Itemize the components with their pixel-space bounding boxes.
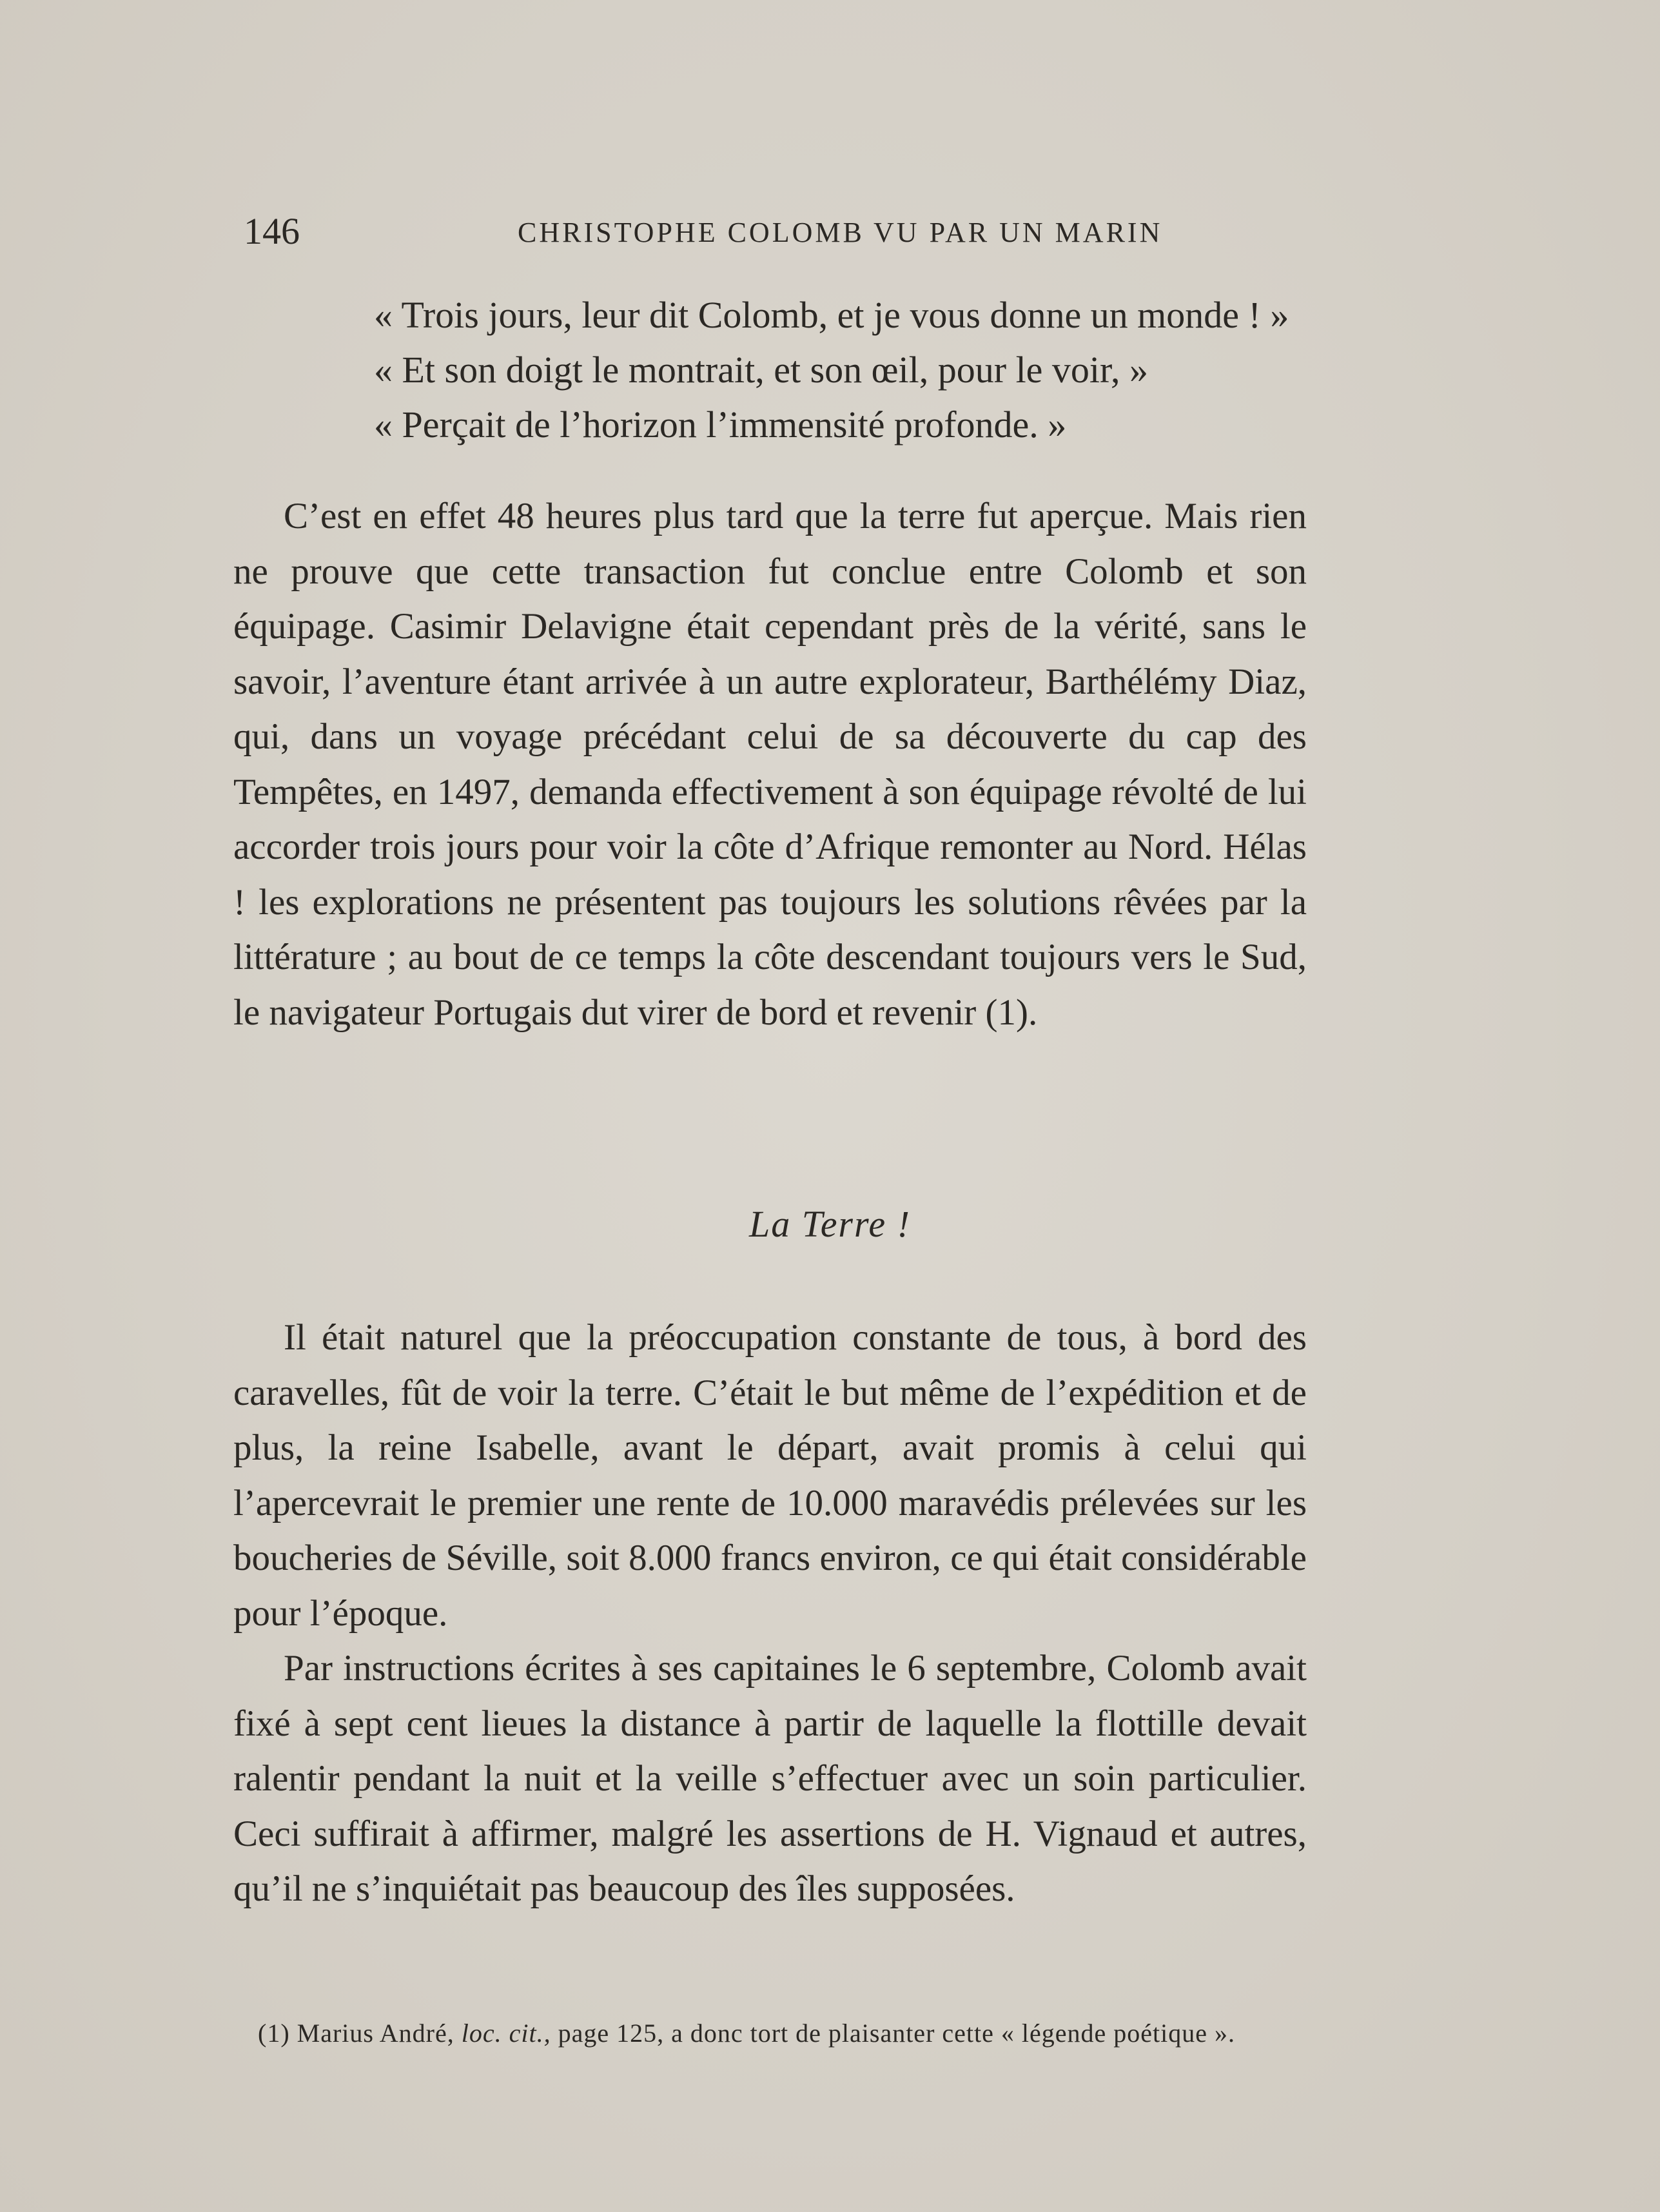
- page-number: 146: [244, 210, 300, 252]
- paragraph: Par instructions écrites à ses capitaines le 6 septembre, Colomb avait fixé à sept cent lieues la distance à partir de laquelle la flottille devait ralentir pendant la nuit et la veille s’effectuer avec un soin particulier. Ceci suffirait à affirmer, malgré les assertions de H. Vignaud et autres, qu’il ne s’inquiétait pas beaucoup des îles supposées.: [233, 1648, 1307, 1909]
- paragraph: C’est en effet 48 heures plus tard que la terre fut aperçue. Mais rien ne prouve que cette transaction fut conclue entre Colomb et son équipage. Casimir Delavigne était cependant près de la vérité, sans le savoir, l’aventure étant arrivée à un autre explorateur, Barthélémy Diaz, qui, dans un voyage précédant celui de sa découverte du cap des Tempêtes, en 1497, demanda effectivement à son équipage révolté de lui accorder trois jours pour voir la côte d’Afrique remonter au Nord. Hélas ! les explorations ne présentent pas toujours les solutions rêvées par la littérature ; au bout de ce temps la côte descendant toujours vers le Sud, le navigateur Portugais dut virer de bord et revenir (1).: [233, 496, 1307, 1033]
- footnote-text: page 125, a donc tort de plaisanter cette « légende poétique ».: [558, 2019, 1235, 2048]
- body-text-after: [233, 1310, 1307, 1917]
- footnote-author: Marius André,: [297, 2019, 454, 2048]
- verse-line: « Trois jours, leur dit Colomb, et je vous donne un monde ! »: [374, 294, 1289, 336]
- footnote: [258, 2018, 1309, 2048]
- body-text-before: [233, 489, 1307, 1040]
- verse-line: « Et son doigt le montrait, et son œil, pour le voir, »: [374, 349, 1149, 391]
- footnote-marker: (1): [258, 2019, 290, 2048]
- running-title: CHRISTOPHE COLOMB VU PAR UN MARIN: [518, 217, 1163, 248]
- section-title: La Terre !: [749, 1203, 911, 1245]
- paragraph: Il était naturel que la préoccupation constante de tous, à bord des caravelles, fût de voir la terre. C’était le but même de l’expédition et de plus, la reine Isabelle, avant le départ, avait promis à celui qui l’apercevrait le premier une rente de 10.000 maravédis prélevées sur les boucheries de Séville, soit 8.000 francs environ, ce qui était considérable pour l’époque.: [233, 1317, 1307, 1634]
- page-header: [244, 210, 1301, 255]
- verse-line: « Perçait de l’horizon l’immensité profonde. »: [374, 404, 1067, 445]
- footnote-citation: loc. cit.,: [461, 2019, 551, 2048]
